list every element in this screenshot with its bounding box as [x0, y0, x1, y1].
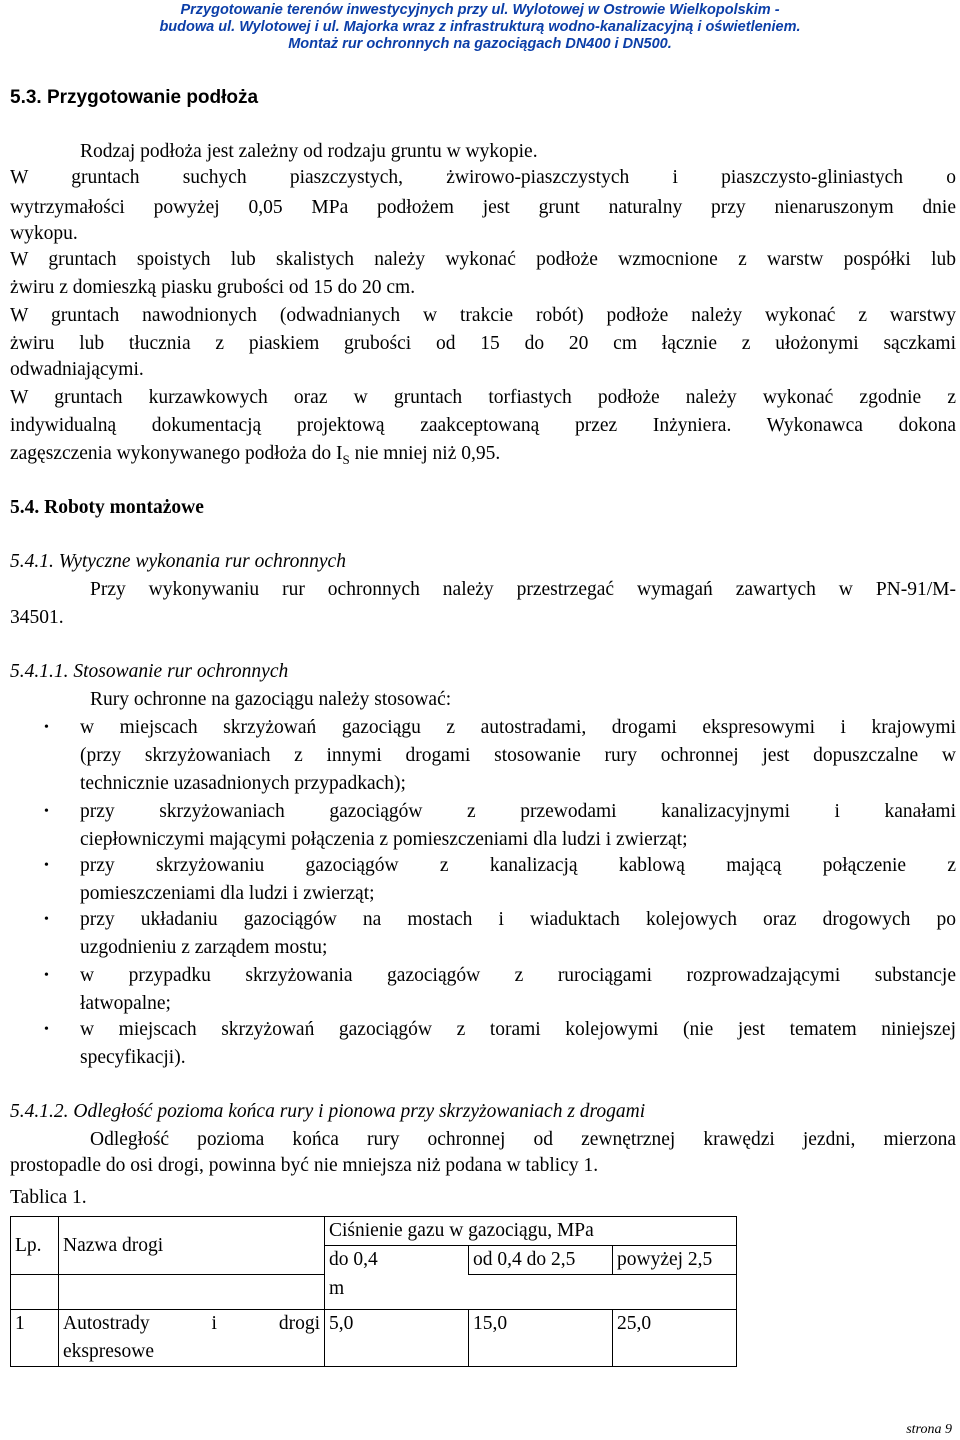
paragraph-4-line-2: żwiru lub tłucznia z piaskiem grubości od 15 do 20 cm łącznie z ułożonymi sączkami [10, 333, 956, 354]
bullet-marker: • [44, 912, 49, 927]
list-item-5-line-1: w przypadku skrzyżowania gazociągów z rurociągami rozprowadzającymi substancje [80, 965, 956, 986]
subscript-s: S [342, 451, 350, 467]
list-item-1-line-3: technicznie uzasadnionych przypadkach); [80, 773, 406, 794]
list-item-6-line-1: w miejscach skrzyżowań gazociągów z torami kolejowymi (nie jest tematem niniejszej [80, 1019, 956, 1040]
paragraph-1: Rodzaj podłoża jest zależny od rodzaju gruntu w wykopie. [80, 141, 538, 162]
paragraph-5-line-3-end: nie mniej niż 0,95. [349, 443, 501, 464]
page-number: strona 9 [906, 1422, 952, 1437]
paragraph-3-line-1: W gruntach spoistych lub skalistych należy wykonać podłoże wzmocnione z warstw pospółki lub [10, 249, 956, 270]
section-5-4-1-2-line-1: Odległość pozioma końca rury ochronnej od zewnętrznej krawędzi jezdni, mierzona [90, 1129, 956, 1150]
cell-road-name-line-1: Autostrady i drogi [63, 1313, 320, 1334]
section-5-4-1-line-1: Przy wykonywaniu rur ochronnych należy przestrzegać wymagań zawartych w PN-91/M- [90, 579, 956, 600]
header-road-name: Nazwa drogi [59, 1217, 325, 1275]
list-item-2-line-2: ciepłowniczymi mającymi połączenia z pomieszczeniami dla ludzi i zwierząt; [80, 829, 688, 850]
bullet-marker: • [44, 1022, 49, 1037]
section-5-4-1-line-2: 34501. [10, 607, 64, 628]
header-lp: Lp. [11, 1217, 59, 1275]
section-5-4-1-2-line-2: prostopadle do osi drogi, powinna być nie mniejsza niż podana w tablicy 1. [10, 1155, 599, 1176]
paragraph-4-line-3: odwadniającymi. [10, 359, 144, 380]
section-5-3-title: 5.3. Przygotowanie podłoża [10, 87, 259, 108]
cell-road-name [59, 1310, 325, 1367]
list-item-6-line-2: specyfikacji). [80, 1047, 186, 1068]
cell-lp: 1 [11, 1310, 59, 1367]
header-sub-3: powyżej 2,5 [613, 1246, 737, 1275]
paragraph-5-line-2: indywidualną dokumentacją projektową zaakceptowaną przez Inżyniera. Wykonawca dokona [10, 415, 956, 436]
section-5-4-1-1-intro: Rury ochronne na gazociągu należy stosować: [90, 689, 452, 710]
paragraph-2-line-3: wykopu. [10, 223, 78, 244]
paragraph-3-line-2: żwiru z domieszką piasku grubości od 15 do 20 cm. [10, 277, 416, 298]
header-line-3: Montaż rur ochronnych na gazociągach DN400 i DN500. [288, 36, 672, 52]
list-item-3-line-1: przy skrzyżowaniu gazociągów z kanalizacją kablową mającą połączenie z [80, 855, 956, 876]
list-item-5-line-2: łatwopalne; [80, 993, 171, 1014]
paragraph-5-line-3-text: zagęszczenia wykonywanego podłoża do I [10, 443, 343, 464]
document-header [0, 0, 960, 53]
paragraph-2-line-1: W gruntach suchych piaszczystych, żwirowo-piaszczystych i piaszczysto-gliniastych o [10, 167, 956, 188]
bullet-marker: • [44, 968, 49, 983]
paragraph-2-line-2: wytrzymałości powyżej 0,05 MPa podłożem jest grunt naturalny przy nienaruszonym dnie [10, 197, 956, 218]
list-item-1-line-2: (przy skrzyżowaniach z innymi drogami stosowanie rury ochronnej jest dopuszczalne w [80, 745, 956, 766]
section-5-4-1-1-title: 5.4.1.1. Stosowanie rur ochronnych [10, 661, 289, 682]
cell-value-1: 5,0 [325, 1310, 469, 1367]
header-pressure-group: Ciśnienie gazu w gazociągu, MPa [325, 1217, 737, 1246]
list-item-2-line-1: przy skrzyżowaniach gazociągów z przewodami kanalizacyjnymi i kanałami [80, 801, 956, 822]
list-item-3-line-2: pomieszczeniami dla ludzi i zwierząt; [80, 883, 375, 904]
header-unit: m [325, 1275, 737, 1310]
cell-value-3: 25,0 [613, 1310, 737, 1367]
header-sub-1: do 0,4 [325, 1246, 469, 1275]
bullet-marker: • [44, 858, 49, 873]
paragraph-5-line-1: W gruntach kurzawkowych oraz w gruntach torfiastych podłoże należy wykonać zgodnie z [10, 387, 956, 408]
list-item-1-line-1: w miejscach skrzyżowań gazociągu z autostradami, drogami ekspresowymi i krajowymi [80, 717, 956, 738]
paragraph-4-line-1: W gruntach nawodnionych (odwadnianych w trakcie robót) podłoże należy wykonać z warstwy [10, 305, 956, 326]
bullet-marker: • [44, 804, 49, 819]
header-sub-2: od 0,4 do 2,5 [469, 1246, 613, 1275]
list-item-4-line-1: przy układaniu gazociągów na mostach i wiaduktach kolejowych oraz drogowych po [80, 909, 956, 930]
distance-table [10, 1216, 737, 1367]
section-5-4-title: 5.4. Roboty montażowe [10, 497, 204, 518]
paragraph-5-line-3 [10, 440, 500, 474]
section-5-4-1-title: 5.4.1. Wytyczne wykonania rur ochronnych [10, 551, 346, 572]
header-line-2: budowa ul. Wylotowej i ul. Majorka wraz z infrastrukturą wodno-kanalizacyjną i oświetleniem. [159, 19, 801, 35]
cell-value-2: 15,0 [469, 1310, 613, 1367]
cell-road-name-line-2: ekspresowe [63, 1341, 154, 1362]
bullet-marker: • [44, 720, 49, 735]
table-caption: Tablica 1. [10, 1187, 87, 1208]
list-item-4-line-2: uzgodnieniu z zarządem mostu; [80, 937, 328, 958]
header-line-1: Przygotowanie terenów inwestycyjnych przy ul. Wylotowej w Ostrowie Wielkopolskim - [180, 2, 780, 18]
section-5-4-1-2-title: 5.4.1.2. Odległość pozioma końca rury i pionowa przy skrzyżowaniach z drogami [10, 1101, 646, 1122]
